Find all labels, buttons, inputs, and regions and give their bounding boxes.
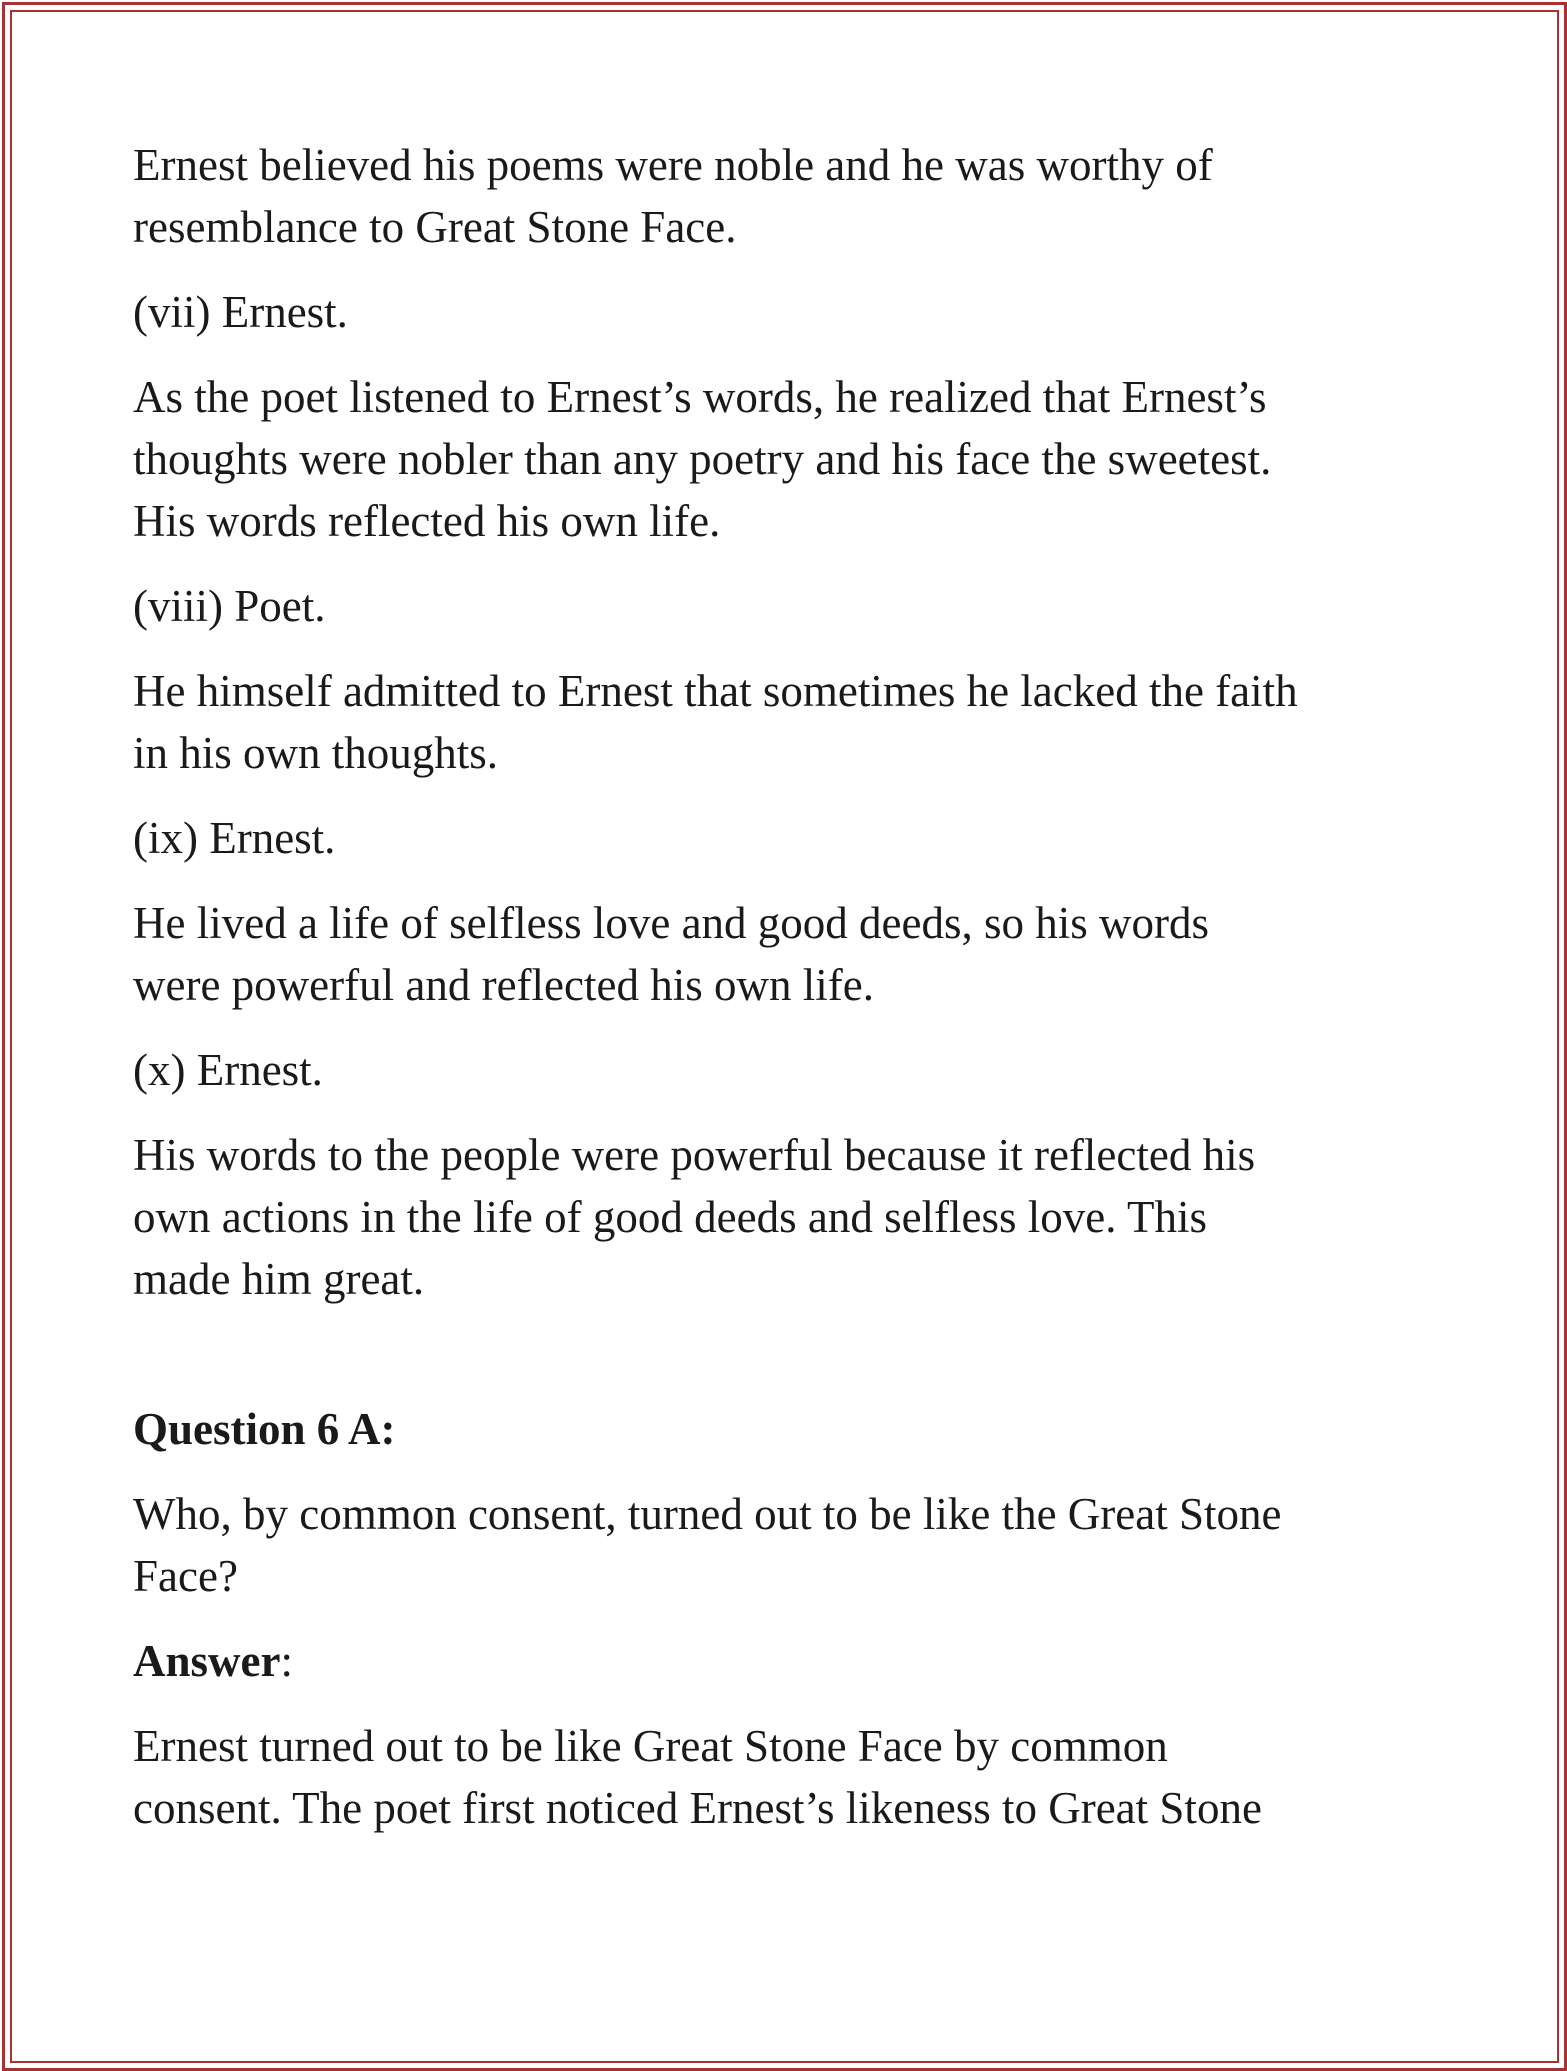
paragraph-lacked-faith <box>133 660 1463 784</box>
text-line: made him great. <box>133 1254 425 1304</box>
text-line: own actions in the life of good deeds and selfless love. This <box>133 1192 1207 1242</box>
text-line: (x) Ernest. <box>133 1045 323 1095</box>
text-line: He lived a life of selfless love and good deeds, so his words <box>133 898 1210 948</box>
text-line: His words to the people were powerful because it reflected his <box>133 1130 1256 1180</box>
text-line: resemblance to Great Stone Face. <box>133 202 737 252</box>
answer-text <box>133 1715 1463 1839</box>
answer-colon: : <box>280 1636 293 1686</box>
text-line: (vii) Ernest. <box>133 287 348 337</box>
paragraph-poet-listened <box>133 366 1463 552</box>
paragraph-selfless-love <box>133 892 1463 1016</box>
text-line: Who, by common consent, turned out to be like the Great Stone <box>133 1489 1282 1539</box>
answer-heading <box>133 1630 1463 1692</box>
answer-label-line <box>133 1630 1463 1692</box>
paragraph-words-powerful <box>133 1124 1463 1310</box>
answer-label-x <box>133 1039 1463 1101</box>
text-line: Face? <box>133 1551 238 1601</box>
text-line: (ix) Ernest. <box>133 813 336 863</box>
answer-label-viii <box>133 575 1463 637</box>
text-line: consent. The poet first noticed Ernest’s likeness to Great Stone <box>133 1783 1262 1833</box>
document-body <box>133 134 1463 1862</box>
answer-label-vii <box>133 281 1463 343</box>
text-line: He himself admitted to Ernest that sometimes he lacked the faith <box>133 666 1298 716</box>
paragraph-ernest-poems <box>133 134 1463 258</box>
text-line: in his own thoughts. <box>133 728 499 778</box>
question-title: Question 6 A: <box>133 1404 396 1454</box>
text-line: (viii) Poet. <box>133 581 326 631</box>
text-line: His words reflected his own life. <box>133 496 721 546</box>
question-text <box>133 1483 1463 1607</box>
answer-label: Answer <box>133 1636 281 1686</box>
question-heading <box>133 1398 1463 1460</box>
text-line: thoughts were nobler than any poetry and his face the sweetest. <box>133 434 1272 484</box>
text-line: As the poet listened to Ernest’s words, he realized that Ernest’s <box>133 372 1267 422</box>
answer-label-ix <box>133 807 1463 869</box>
text-line: Ernest turned out to be like Great Stone Face by common <box>133 1721 1168 1771</box>
text-line: Ernest believed his poems were noble and he was worthy of <box>133 140 1213 190</box>
text-line: were powerful and reflected his own life. <box>133 960 874 1010</box>
